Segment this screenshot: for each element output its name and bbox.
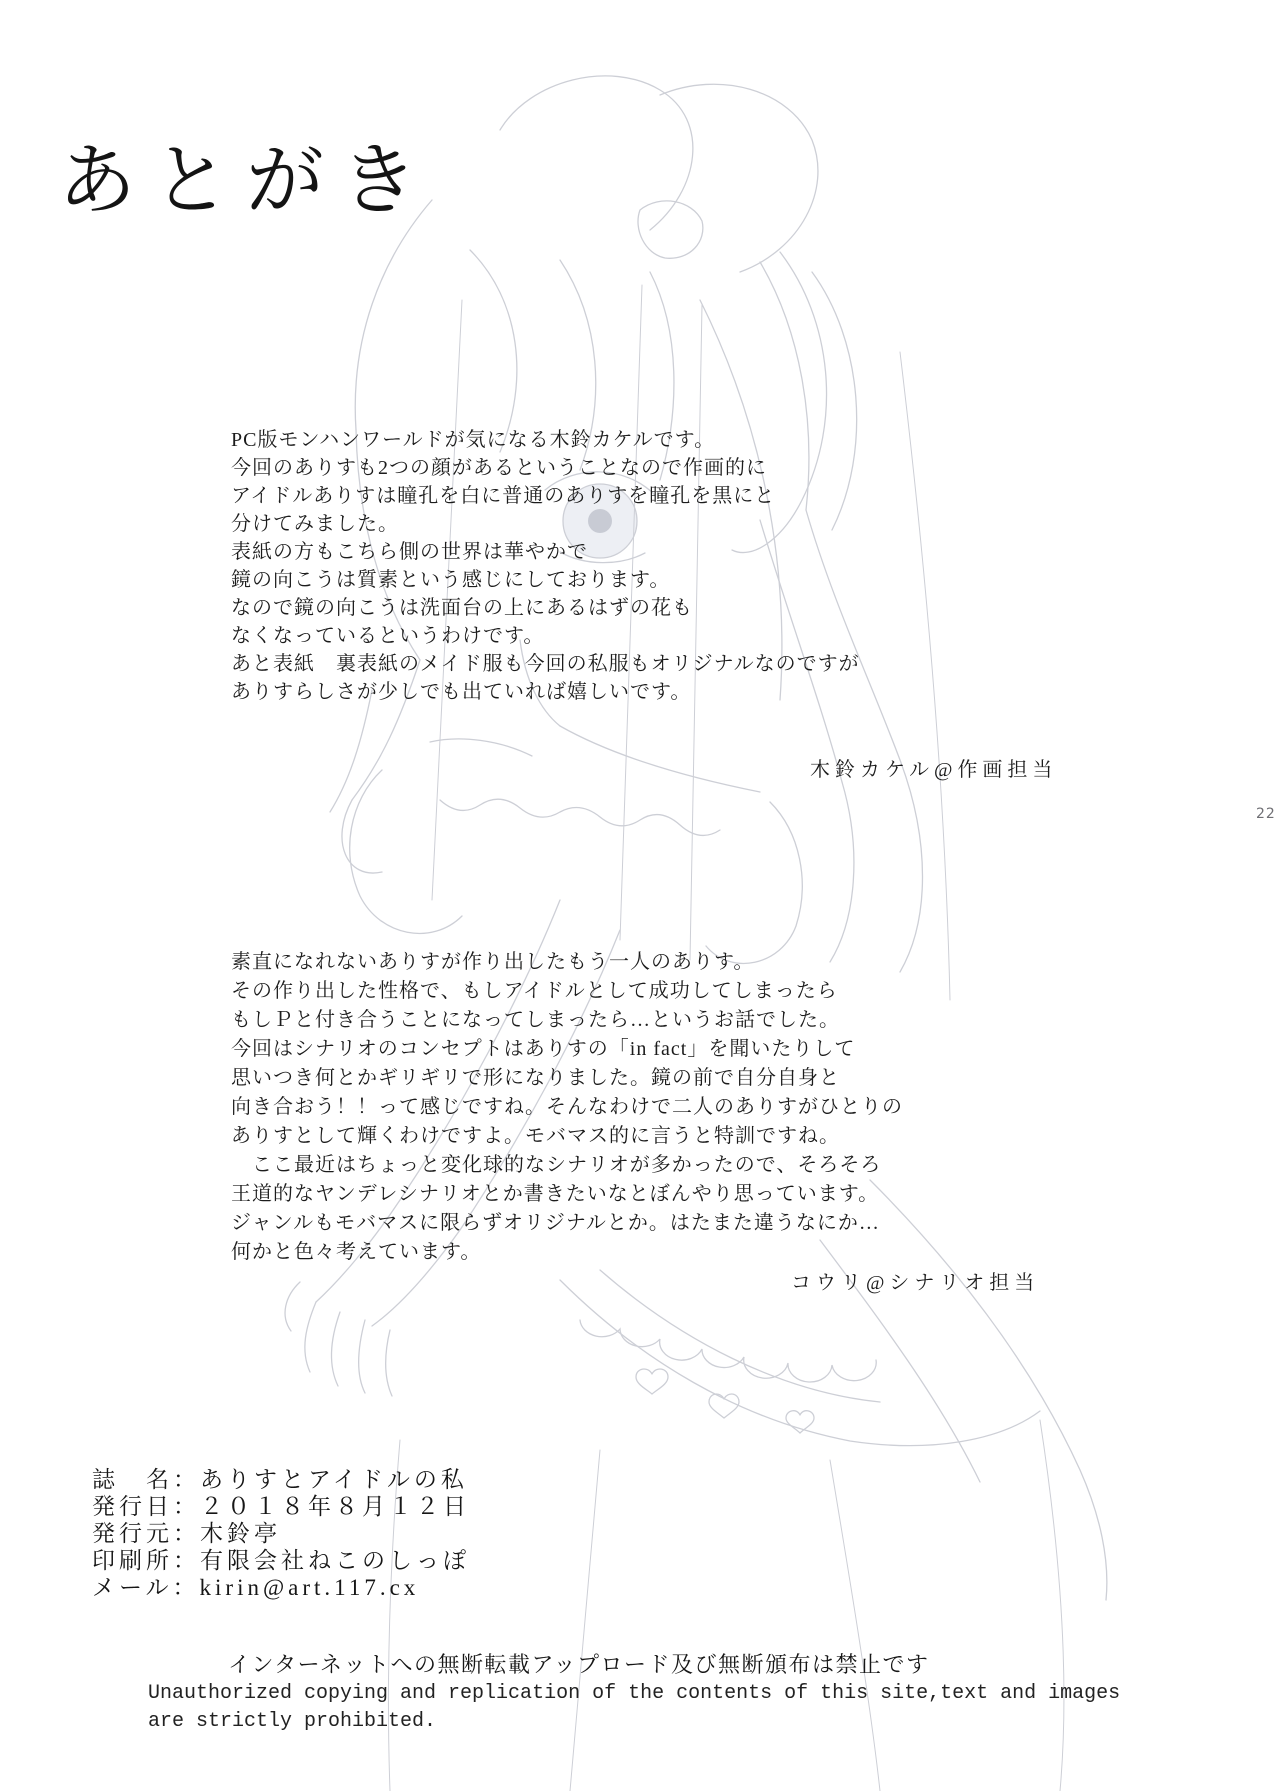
artist-credit: 木鈴カケル@作画担当	[810, 759, 1058, 781]
colophon-label: 発行元：	[92, 1521, 200, 1546]
text-line: なので鏡の向こうは洗面台の上にあるはずの花も	[231, 597, 693, 619]
text-line: あと表紙 裏表紙のメイド服も今回の私服もオリジナルなのですが	[231, 653, 860, 675]
text-line: 表紙の方もこちら側の世界は華やかで	[231, 541, 588, 563]
text-line: 素直になれないありすが作り出したもう一人のありす。	[231, 951, 755, 973]
colophon-row-publisher	[92, 1520, 470, 1547]
text-line: 思いつき何とかギリギリで形になりました。鏡の前で自分自身と	[231, 1067, 840, 1089]
bow-icon	[500, 76, 693, 230]
colophon-label: メール：	[92, 1575, 200, 1600]
writer-credit: コウリ@シナリオ担当	[791, 1272, 1040, 1294]
heart-icon	[636, 1369, 668, 1394]
page-title: あとがき	[58, 136, 435, 226]
colophon-value: kirin@art.117.cx	[199, 1575, 420, 1600]
colophon-label: 印刷所：	[92, 1548, 200, 1573]
text-line: ありすらしさが少しでも出ていれば嬉しいです。	[231, 681, 692, 703]
text-line: PC版モンハンワールドが気になる木鈴カケルです。	[231, 429, 716, 451]
text-line: なくなっているというわけです。	[231, 625, 545, 647]
text-line: 分けてみました。	[231, 513, 399, 535]
text-line: ここ最近はちょっと変化球的なシナリオが多かったので、そろそろ	[231, 1154, 882, 1176]
colophon-row-date	[92, 1493, 470, 1520]
notice-english-line2: are strictly prohibited.	[148, 1710, 437, 1733]
text-line: アイドルありすは瞳孔を白に普通のありすを瞳孔を黒にと	[231, 485, 776, 507]
page-number: 22	[1256, 806, 1276, 822]
colophon	[92, 1466, 470, 1601]
colophon-row-printer	[92, 1547, 470, 1574]
text-line: 今回はシナリオのコンセプトはありすの「in fact」を聞いたりして	[231, 1038, 856, 1060]
colophon-value: ２０１８年８月１２日	[200, 1494, 470, 1519]
colophon-label: 誌 名：	[92, 1467, 200, 1492]
artist-comment-paragraph	[231, 426, 860, 706]
notice-english	[148, 1680, 1120, 1736]
notice-english-line1: Unauthorized copying and replication of the contents of this site,text and images	[148, 1682, 1121, 1705]
text-line: 今回のありすも2つの顔があるということなので作画的に	[231, 457, 767, 479]
colophon-label: 発行日：	[92, 1494, 200, 1519]
notice-japanese: インターネットへの無断転載アップロード及び無断頒布は禁止です	[228, 1652, 930, 1677]
heart-icon	[786, 1411, 814, 1433]
text-line: もしＰと付き合うことになってしまったら…というお話でした。	[231, 1009, 840, 1031]
writer-comment-paragraph	[231, 948, 903, 1267]
text-line: 何かと色々考えています。	[231, 1241, 482, 1263]
colophon-value: 有限会社ねこのしっぽ	[200, 1548, 470, 1573]
colophon-row-email	[92, 1574, 470, 1601]
text-line: ありすとして輝くわけですよ。モバマス的に言うと特訓ですね。	[231, 1125, 840, 1147]
colophon-row-title	[92, 1466, 470, 1493]
text-line: ジャンルもモバマスに限らずオリジナルとか。はたまた違うなにか…	[231, 1212, 880, 1234]
colophon-value: 木鈴亭	[200, 1521, 281, 1546]
colophon-value: ありすとアイドルの私	[200, 1467, 468, 1492]
text-line: 王道的なヤンデレシナリオとか書きたいなとぼんやり思っています。	[231, 1183, 880, 1205]
text-line: その作り出した性格で、もしアイドルとして成功してしまったら	[231, 980, 838, 1002]
text-line: 鏡の向こうは質素という感じにしております。	[231, 569, 671, 591]
text-line: 向き合おう！！って感じですね。そんなわけで二人のありすがひとりの	[231, 1096, 903, 1118]
heart-icon	[709, 1394, 739, 1418]
